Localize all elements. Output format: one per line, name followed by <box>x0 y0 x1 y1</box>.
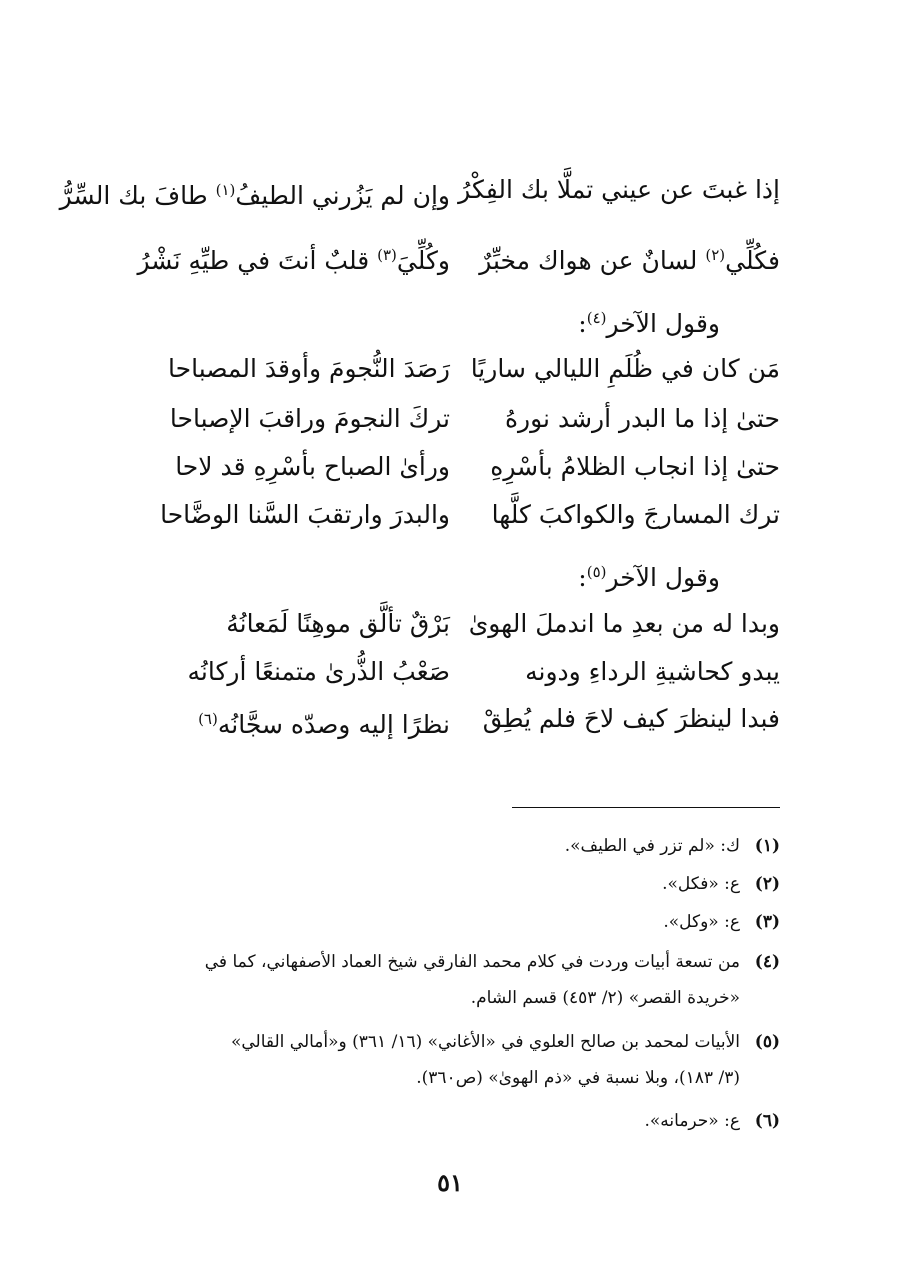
footnote <box>120 944 780 1016</box>
verse-second-hemistich: وكُلِّيَ$^{(٣)}$ قلبٌ أنتَ في طيِّهِ نَشْرُ <box>137 246 450 275</box>
section-intro: وقول الآخر$^{(٤)}$: <box>578 309 720 338</box>
verse-second-hemistich: ورأىٰ الصباح بأسْرِهِ قد لاحا <box>175 452 450 481</box>
footnote-separator <box>512 807 780 808</box>
verse-first-hemistich: ترك المسارجَ والكواكبَ كلَّها <box>491 500 780 529</box>
verse-first-hemistich: وبدا له من بعدِ ما اندملَ الهوىٰ <box>468 609 780 638</box>
verse-second-hemistich: والبدرَ وارتقبَ السَّنا الوضَّاحا <box>160 500 450 529</box>
footnote <box>120 866 780 902</box>
verse-second-hemistich: بَرْقٌ تألَّق موهِنًا لَمَعانُهُ <box>226 609 450 638</box>
footnote-ref: (٥) <box>586 563 607 581</box>
verse-first-hemistich: مَن كان في ظُلَمِ الليالي ساريًا <box>470 354 780 383</box>
footnote-ref: (١) <box>215 181 236 199</box>
verse-line <box>120 233 780 289</box>
verse-first-hemistich: حتىٰ إذا انجاب الظلامُ بأسْرِهِ <box>490 452 780 481</box>
footnote <box>120 904 780 940</box>
verse-line <box>59 168 780 224</box>
verse-line <box>120 347 780 403</box>
footnote-ref: (٤) <box>586 309 607 327</box>
verse-second-hemistich: تركَ النجومَ وراقبَ الإصباحا <box>169 404 450 433</box>
verse-line <box>120 697 780 753</box>
verse-second-hemistich: رَصَدَ النُّجومَ وأوقدَ المصباحا <box>168 354 450 383</box>
footnote-text: ك: «لم تزر في الطيف». <box>564 836 740 856</box>
footnote-text: ع: «وكل». <box>663 912 740 932</box>
verse-second-hemistich: نظرًا إليه وصدّه سجَّانُه$^{(٦)}$ <box>198 710 450 739</box>
footnote <box>120 1103 780 1139</box>
verse-first-hemistich: فكُلِّي$^{(٢)}$ لسانٌ عن هواك مخبِّرٌ <box>479 246 780 275</box>
verse-line <box>120 493 780 549</box>
verse-first-hemistich: حتىٰ إذا ما البدر أرشد نورهُ <box>504 404 780 433</box>
footnote-text: الأبيات لمحمد بن صالح العلوي في «الأغاني» (١٦/ ٣٦١) و«أمالي القالي» <box>230 1032 740 1052</box>
verse-first-hemistich: فبدا لينظرَ كيف لاحَ فلم يُطِقْ <box>482 704 780 733</box>
footnote-text: ع: «فكل». <box>662 874 740 894</box>
footnote-text: ع: «حرمانه». <box>644 1111 740 1131</box>
verse-first-hemistich: يبدو كحاشيةِ الرداءِ ودونه <box>525 657 780 686</box>
verse-first-hemistich: إذا غبتَ عن عيني تملَّا بك الفِكْرُ <box>458 175 780 204</box>
footnote-ref: (٣) <box>377 246 397 264</box>
footnote-ref: (٢) <box>705 246 726 264</box>
section-intro: وقول الآخر$^{(٥)}$: <box>578 563 720 592</box>
footnote-text-continued: (٣/ ١٨٣)، وبلا نسبة في «ذم الهوىٰ» (ص٣٦٠). <box>416 1068 740 1088</box>
footnote <box>120 828 780 864</box>
footnote-number: (١) <box>754 836 780 856</box>
footnote <box>120 1024 780 1096</box>
footnote-number: (٣) <box>754 912 780 932</box>
footnote-text: من تسعة أبيات وردت في كلام محمد الفارقي شيخ العماد الأصفهاني، كما في <box>204 952 740 972</box>
footnote-text-continued: «خريدة القصر» (٢/ ٤٥٣) قسم الشام. <box>470 988 740 1008</box>
footnote-number: (٤) <box>754 952 780 972</box>
footnote-number: (٢) <box>754 874 780 894</box>
footnote-ref: (٦) <box>198 710 218 728</box>
footnote-number: (٦) <box>754 1111 780 1131</box>
verse-second-hemistich: صَعْبُ الذُّرىٰ متمنعًا أركانُه <box>187 657 450 686</box>
footnote-number: (٥) <box>754 1032 780 1052</box>
page-number: ٥١ <box>437 1168 463 1197</box>
verse-second-hemistich: وإن لم يَزُرني الطيفُ$^{(١)}$ طافَ بك السِّرُّ <box>59 181 450 210</box>
